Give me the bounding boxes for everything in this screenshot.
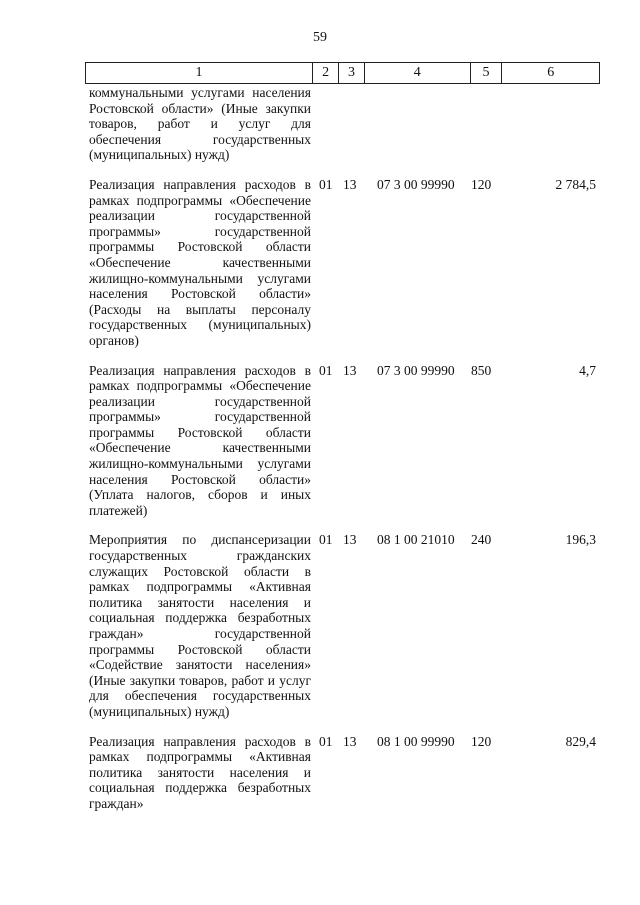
table-header bbox=[85, 62, 600, 84]
row-csr: 07 3 00 99990 bbox=[377, 362, 455, 378]
header-col-3: 3 bbox=[339, 63, 365, 83]
header-col-2: 2 bbox=[313, 63, 339, 83]
row-sum: 2 784,5 bbox=[555, 176, 596, 192]
row-rz: 01 bbox=[319, 176, 333, 192]
row-vr: 120 bbox=[471, 733, 492, 749]
row-vr bbox=[471, 85, 503, 163]
row-csr: 08 1 00 21010 bbox=[377, 532, 455, 548]
row-rz bbox=[313, 85, 339, 163]
row-vr: 850 bbox=[471, 362, 492, 378]
row-rz: 01 bbox=[319, 733, 333, 749]
table-row bbox=[85, 734, 600, 812]
table-row bbox=[85, 532, 600, 719]
row-pr bbox=[339, 85, 365, 163]
table-body bbox=[85, 85, 600, 812]
row-sum: 4,7 bbox=[579, 362, 596, 378]
row-rz: 01 bbox=[319, 532, 333, 548]
row-pr: 13 bbox=[343, 362, 357, 378]
row-description: Реализация направления расходов в рамках подпрограммы «Активная политика занятости населения и социальная поддержка безработных граждан» bbox=[89, 733, 311, 811]
row-rz: 01 bbox=[319, 362, 333, 378]
page-number: 59 bbox=[313, 30, 327, 45]
row-description: Мероприятия по диспансеризации государственных гражданских служащих Ростовской области в рамках подпрограммы «Активная политика занятости населения и социальная поддержка безработных граждан» государственной программы Ростовской области «Содействие занятости населения» (Иные закупки товаров, работ и услуг для обеспечения государственных (муниципальных) нужд) bbox=[89, 532, 311, 719]
row-sum: 829,4 bbox=[565, 733, 596, 749]
row-vr: 120 bbox=[471, 176, 492, 192]
row-csr: 07 3 00 99990 bbox=[377, 176, 455, 192]
table-row bbox=[85, 363, 600, 519]
row-pr: 13 bbox=[343, 176, 357, 192]
table-row bbox=[85, 177, 600, 349]
row-pr: 13 bbox=[343, 532, 357, 548]
header-col-1: 1 bbox=[86, 63, 313, 83]
row-csr: 08 1 00 99990 bbox=[377, 733, 455, 749]
row-description: Реализация направления расходов в рамках подпрограммы «Обеспечение реализации государственной программы» государственной программы Ростовской области «Обеспечение качественными жилищно-коммунальными услугами населения Ростовской области» (Расходы на выплаты персоналу государственных (муниципальных) органов) bbox=[89, 176, 311, 348]
row-sum: 196,3 bbox=[565, 532, 596, 548]
row-sum bbox=[503, 85, 600, 163]
header-col-6: 6 bbox=[547, 65, 555, 80]
row-pr: 13 bbox=[343, 733, 357, 749]
row-description: Реализация направления расходов в рамках подпрограммы «Обеспечение реализации государственной программы» государственной программы Ростовской области «Обеспечение качественными жилищно-коммунальными услугами населения Ростовской области» (Уплата налогов, сборов и иных платежей) bbox=[89, 362, 311, 518]
row-csr bbox=[365, 85, 471, 163]
table-row bbox=[85, 85, 600, 163]
header-col-4: 4 bbox=[365, 63, 471, 83]
header-col-5: 5 bbox=[471, 63, 503, 83]
row-vr: 240 bbox=[471, 532, 492, 548]
row-description: коммунальными услугами населения Ростовской области» (Иные закупки товаров, работ и услуг для обеспечения государственных (муниципальных) нужд) bbox=[89, 85, 311, 163]
